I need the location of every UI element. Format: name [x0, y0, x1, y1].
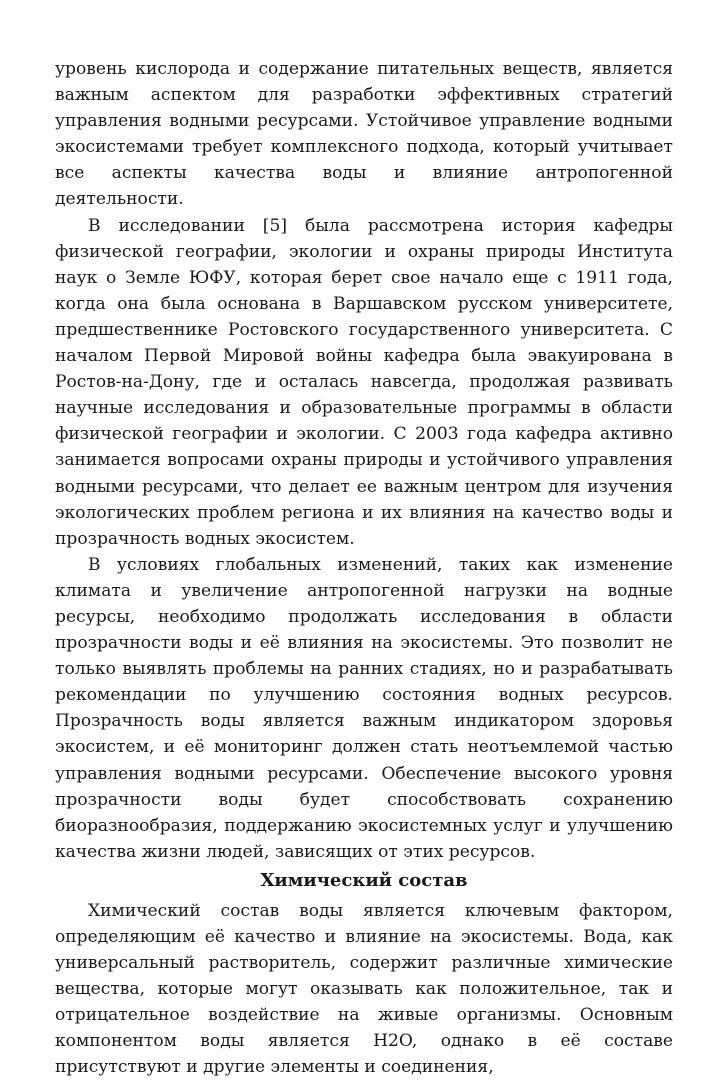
paragraph-department-history: В исследовании [5] была рассмотрена история кафедры физической географии, экологии и охраны природы Института наук о Земле ЮФУ, которая берет свое начало еще с 1911 года, когда она была основана в Варшавском русском университете, предшественнике Ростовского государственного университета. С началом Первой Мировой войны кафедра была эвакуирована в Ростов-на-Дону, где и осталась навсегда, продолжая развивать научные исследования и образовательные программы в области физической географии и экологии. С 2003 года кафедра активно занимается вопросами охраны природы и устойчивого управления водными ресурсами, что делает ее важным центром для изучения экологических проблем региона и их влияния на качество воды и прозрачность водных экосистем.: [55, 215, 673, 549]
section-heading-chemical-composition: Химический состав: [260, 869, 468, 891]
paragraph-continued: уровень кислорода и содержание питательных веществ, является важным аспектом для разработки эффективных стратегий управления водными ресурсами. Устойчивое управление водными экосистемами требует комплексного подхода, который учитывает все аспекты качества воды и влияние антропогенной деятельности.: [55, 59, 673, 210]
paragraph-global-changes: В условиях глобальных изменений, таких как изменение климата и увеличение антропогенной нагрузки на водные ресурсы, необходимо продолжать исследования в области прозрачности воды и её влияния на экосистемы. Это позволит не только выявлять проблемы на ранних стадиях, но и разрабатывать рекомендации по улучшению состояния водных ресурсов. Прозрачность воды является важным индикатором здоровья экосистем, и её мониторинг должен стать неотъемлемой частью управления водными ресурсами. Обеспечение высокого уровня прозрачности воды будет способствовать сохранению биоразнообразия, поддержанию экосистемных услуг и улучшению качества жизни людей, зависящих от этих ресурсов.: [55, 554, 673, 862]
document-page: [55, 56, 673, 1081]
paragraph-chemical-composition: Химический состав воды является ключевым фактором, определяющим её качество и влияние на экосистемы. Вода, как универсальный растворитель, содержит различные химические вещества, которые могут оказывать как положительное, так и отрицательное воздействие на живые организмы. Основным компонентом воды является H2O, однако в её составе присутствуют и другие элементы и соединения,: [55, 900, 673, 1078]
